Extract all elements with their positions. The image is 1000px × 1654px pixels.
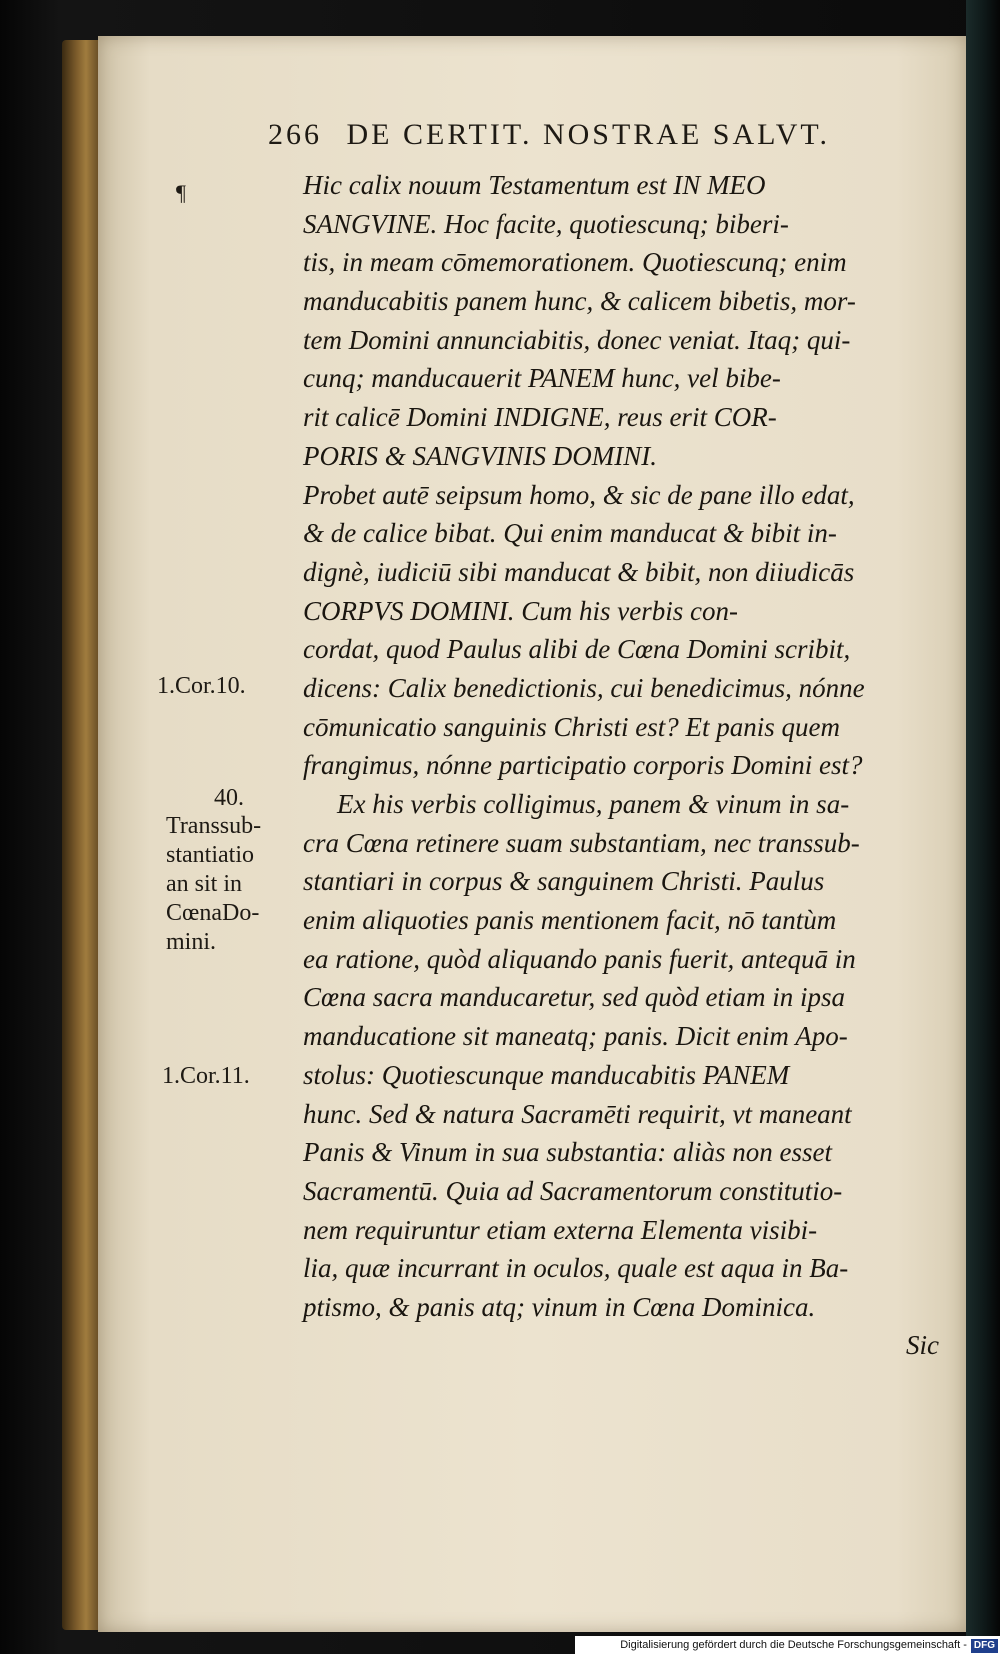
margin-mark: ¶	[176, 180, 186, 205]
main-text-block	[303, 166, 951, 1327]
text-line: rit calicē Domini INDIGNE, reus erit COR-	[303, 402, 777, 433]
text-line: Sacramentū. Quia ad Sacramentorum constitutio-	[303, 1175, 843, 1206]
text-line: Panis & Vinum in sua substantia: aliàs non esset	[303, 1137, 833, 1168]
text-line: cunq; manducauerit PANEM hunc, vel bibe-	[303, 363, 781, 394]
text-line: Hic calix nouum Testamentum est IN MEO	[303, 170, 766, 200]
text-line: ea ratione, quòd aliquando panis fuerit, antequā in	[303, 943, 856, 974]
margin-note-line: mini.	[166, 929, 217, 955]
running-title: DE CERTIT. NOSTRAE SALVT.	[346, 118, 830, 151]
text-line: Ex his verbis colligimus, panem & vinum in sa-	[337, 789, 850, 819]
margin-note	[166, 812, 306, 957]
text-line: & de calice bibat. Qui enim manducat & bibit in-	[303, 518, 837, 549]
text-line: stantiari in corpus & sanguinem Christi. Paulus	[303, 866, 825, 897]
running-header	[268, 118, 948, 158]
dfg-logo: DFG	[971, 1639, 998, 1653]
text-line: cordat, quod Paulus alibi de Cœna Domini scribit,	[303, 634, 851, 665]
page-number: 266	[268, 118, 322, 151]
digitization-credit	[575, 1636, 1000, 1654]
margin-section-number: 40.	[214, 785, 244, 811]
text-line: PORIS & SANGVINIS DOMINI.	[303, 440, 657, 471]
margin-note-line: Transsub-	[166, 813, 262, 839]
text-line: hunc. Sed & natura Sacramēti requirit, vt maneant	[303, 1098, 852, 1129]
text-line: ptismo, & panis atq; vinum in Cœna Dominica.	[303, 1291, 816, 1322]
text-line: lia, quæ incurrant in oculos, quale est aqua in Ba-	[303, 1253, 849, 1284]
text-line: manducatione sit maneatq; panis. Dicit enim Apo-	[303, 1021, 848, 1052]
margin-note-line: stantiatio	[166, 842, 254, 868]
text-line: enim aliquoties panis mentionem facit, nō tantùm	[303, 905, 837, 936]
text-line: stolus: Quotiescunque manducabitis PANEM	[303, 1059, 790, 1090]
text-line: nem requiruntur etiam externa Elementa visibi-	[303, 1214, 818, 1245]
text-line: cra Cœna retinere suam substantiam, nec transsub-	[303, 827, 860, 858]
catchword: Sic	[906, 1330, 939, 1360]
margin-ref-cor11: 1.Cor.11.	[162, 1063, 250, 1089]
text-line: Probet autē seipsum homo, & sic de pane illo edat,	[303, 479, 855, 510]
credit-text: Digitalisierung gefördert durch die Deutsche Forschungsgemeinschaft -	[620, 1639, 967, 1651]
text-line: dignè, iudiciū sibi manducat & bibit, non diiudicās	[303, 556, 855, 587]
text-line: tis, in meam cōmemorationem. Quotiescunq; enim	[303, 247, 847, 278]
margin-ref-cor10: 1.Cor.10.	[157, 673, 246, 699]
text-line: tem Domini annunciabitis, donec veniat. Itaq; qui-	[303, 324, 851, 355]
margin-note-line: an sit in	[166, 871, 242, 897]
scan-edge-strip	[966, 0, 1000, 1640]
text-line: CORPVS DOMINI. Cum his verbis con-	[303, 595, 738, 626]
margin-note-line: CœnaDo-	[166, 900, 260, 926]
text-line: dicens: Calix benedictionis, cui benedicimus, nónne	[303, 672, 865, 703]
text-line: cōmunicatio sanguinis Christi est? Et panis quem	[303, 711, 840, 742]
text-line: frangimus, nónne participatio corporis Domini est?	[303, 750, 863, 781]
book-fore-edge	[62, 40, 102, 1630]
text-line: manducabitis panem hunc, & calicem bibetis, mor-	[303, 286, 856, 317]
text-line: Cœna sacra manducaretur, sed quòd etiam in ipsa	[303, 982, 845, 1013]
text-line: SANGVINE. Hoc facite, quotiescunq; biberi-	[303, 208, 789, 239]
